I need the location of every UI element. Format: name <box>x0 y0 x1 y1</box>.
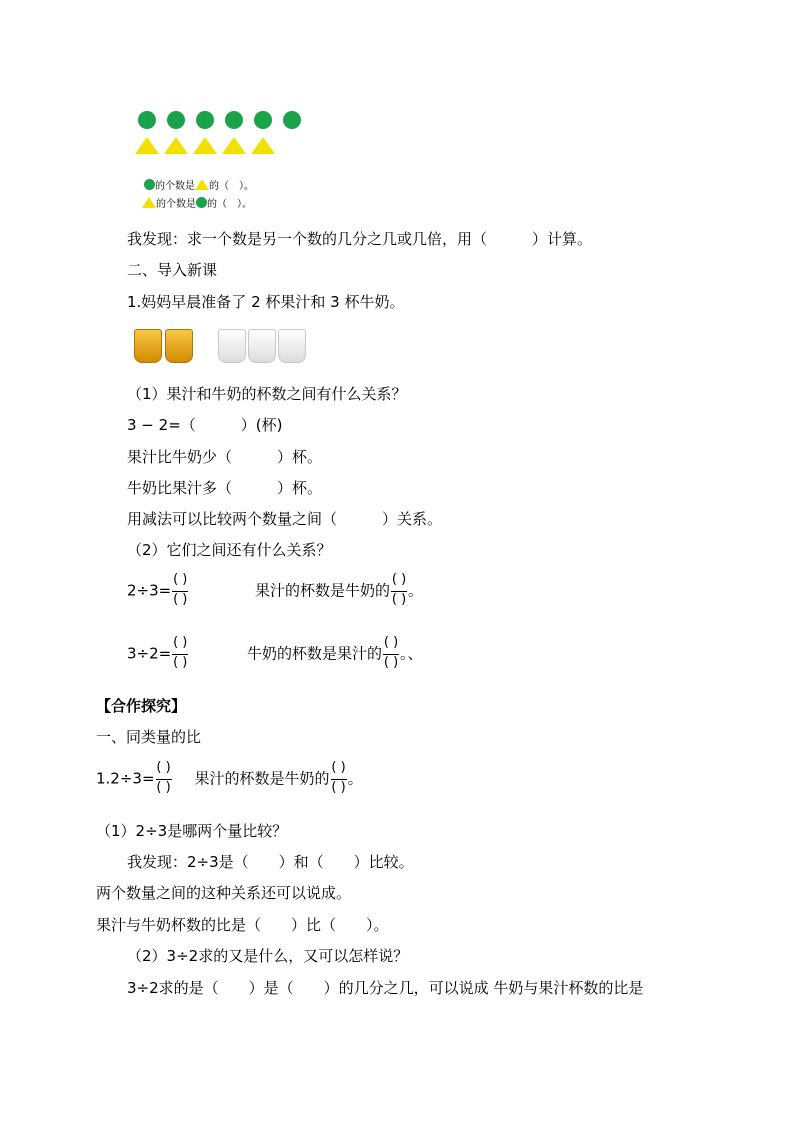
section2-title: 二、导入新课 <box>127 261 218 279</box>
equation-1: 3 − 2=（ ）(杯) <box>127 416 283 434</box>
fraction-blank: $\frac{( )}{( )}$ <box>383 635 399 670</box>
div2-text: 牛奶的杯数是果汁的 <box>247 644 383 663</box>
yellow-triangle-icon <box>135 137 159 154</box>
green-circle-icon <box>225 111 243 129</box>
division-line-2 <box>127 635 189 673</box>
sub-question-2: （2）3÷2求的又是什么，又可以怎样说？ <box>127 947 409 965</box>
green-circle-icon <box>254 111 272 129</box>
subtract-line: 用减法可以比较两个数量之间（ ）关系。 <box>127 510 443 528</box>
small-q1-mid: 的个数是 <box>155 181 195 192</box>
green-circle-icon <box>138 111 156 129</box>
more-line: 牛奶比果汁多（ ）杯。 <box>127 479 323 497</box>
yellow-triangle-icon <box>164 137 188 154</box>
milk-cup-icon <box>218 329 246 363</box>
division-text-2: 牛奶的杯数是果汁的 $\frac{( )}{( )}$ 。、 <box>247 635 423 673</box>
fraction-blank: $\frac{( )}{( )}$ <box>173 572 188 607</box>
last-line: 3÷2求的是（ ）是（ ）的几分之几，可以说成 牛奶与果汁杯数的比是 <box>127 979 644 997</box>
circle-row <box>138 111 312 129</box>
fraction-blank: $\frac{( )}{( )}$ <box>391 572 407 607</box>
green-circle-icon <box>196 197 207 208</box>
juice-cup-icon <box>165 329 193 363</box>
relation-line: 两个数量之间的这种关系还可以说成。 <box>96 884 352 902</box>
sub-question-1: （1）2÷3是哪两个量比较？ <box>96 822 288 840</box>
division-line-1 <box>127 572 189 610</box>
yellow-triangle-icon <box>251 137 275 154</box>
juice-cup-icon <box>134 329 162 363</box>
find-2: 我发现：2÷3是（ ）和（ ）比较。 <box>127 853 414 871</box>
small-question-1 <box>144 177 254 192</box>
ratio-line: 果汁与牛奶杯数的比是（ ）比（ ）。 <box>96 916 389 934</box>
item1-lhs: 1.2÷3= <box>96 769 155 788</box>
yellow-triangle-icon <box>195 179 209 190</box>
question-2: （2）它们之间还有什么关系？ <box>127 541 332 559</box>
yellow-triangle-icon <box>222 137 246 154</box>
milk-cup-icon <box>278 329 306 363</box>
div1-lhs: 2÷3= <box>127 581 172 600</box>
discover-line: 我发现：求一个数是另一个数的几分之几或几倍，用（ ）计算。 <box>127 230 593 248</box>
small-question-2 <box>142 195 252 210</box>
fraction-blank: $\frac{( )}{( )}$ <box>173 635 188 670</box>
milk-cup-icon <box>248 329 276 363</box>
yellow-triangle-icon <box>142 197 156 208</box>
cooperate-heading: 【合作探究】 <box>96 697 187 715</box>
less-line: 果汁比牛奶少（ ）杯。 <box>127 448 323 466</box>
division-text-1: 果汁的杯数是牛奶的 $\frac{( )}{( )}$ 。 <box>255 572 423 610</box>
triangle-row <box>135 137 280 154</box>
section1-title: 一、同类量的比 <box>96 728 202 746</box>
item1-text: 果汁的杯数是牛奶的 <box>194 769 330 788</box>
green-circle-icon <box>283 111 301 129</box>
green-circle-icon <box>196 111 214 129</box>
green-circle-icon <box>144 179 155 190</box>
item-1: 1.2÷3= $\frac{( )}{( )}$ 果汁的杯数是牛奶的 $\frac{( )}{( )}$ 。 <box>96 760 363 798</box>
small-q2-mid: 的个数是 <box>156 199 196 210</box>
fraction-blank: $\frac{( )}{( )}$ <box>156 760 171 795</box>
problem-1: 1.妈妈早晨准备了 2 杯果汁和 3 杯牛奶。 <box>127 293 405 311</box>
green-circle-icon <box>167 111 185 129</box>
div1-text: 果汁的杯数是牛奶的 <box>255 581 391 600</box>
small-q2-tail: 的（ ）。 <box>207 199 252 210</box>
question-1: （1）果汁和牛奶的杯数之间有什么关系？ <box>127 385 407 403</box>
div2-lhs: 3÷2= <box>127 644 172 663</box>
fraction-blank: $\frac{( )}{( )}$ <box>331 760 346 795</box>
yellow-triangle-icon <box>193 137 217 154</box>
small-q1-tail: 的（ ）。 <box>209 181 254 192</box>
